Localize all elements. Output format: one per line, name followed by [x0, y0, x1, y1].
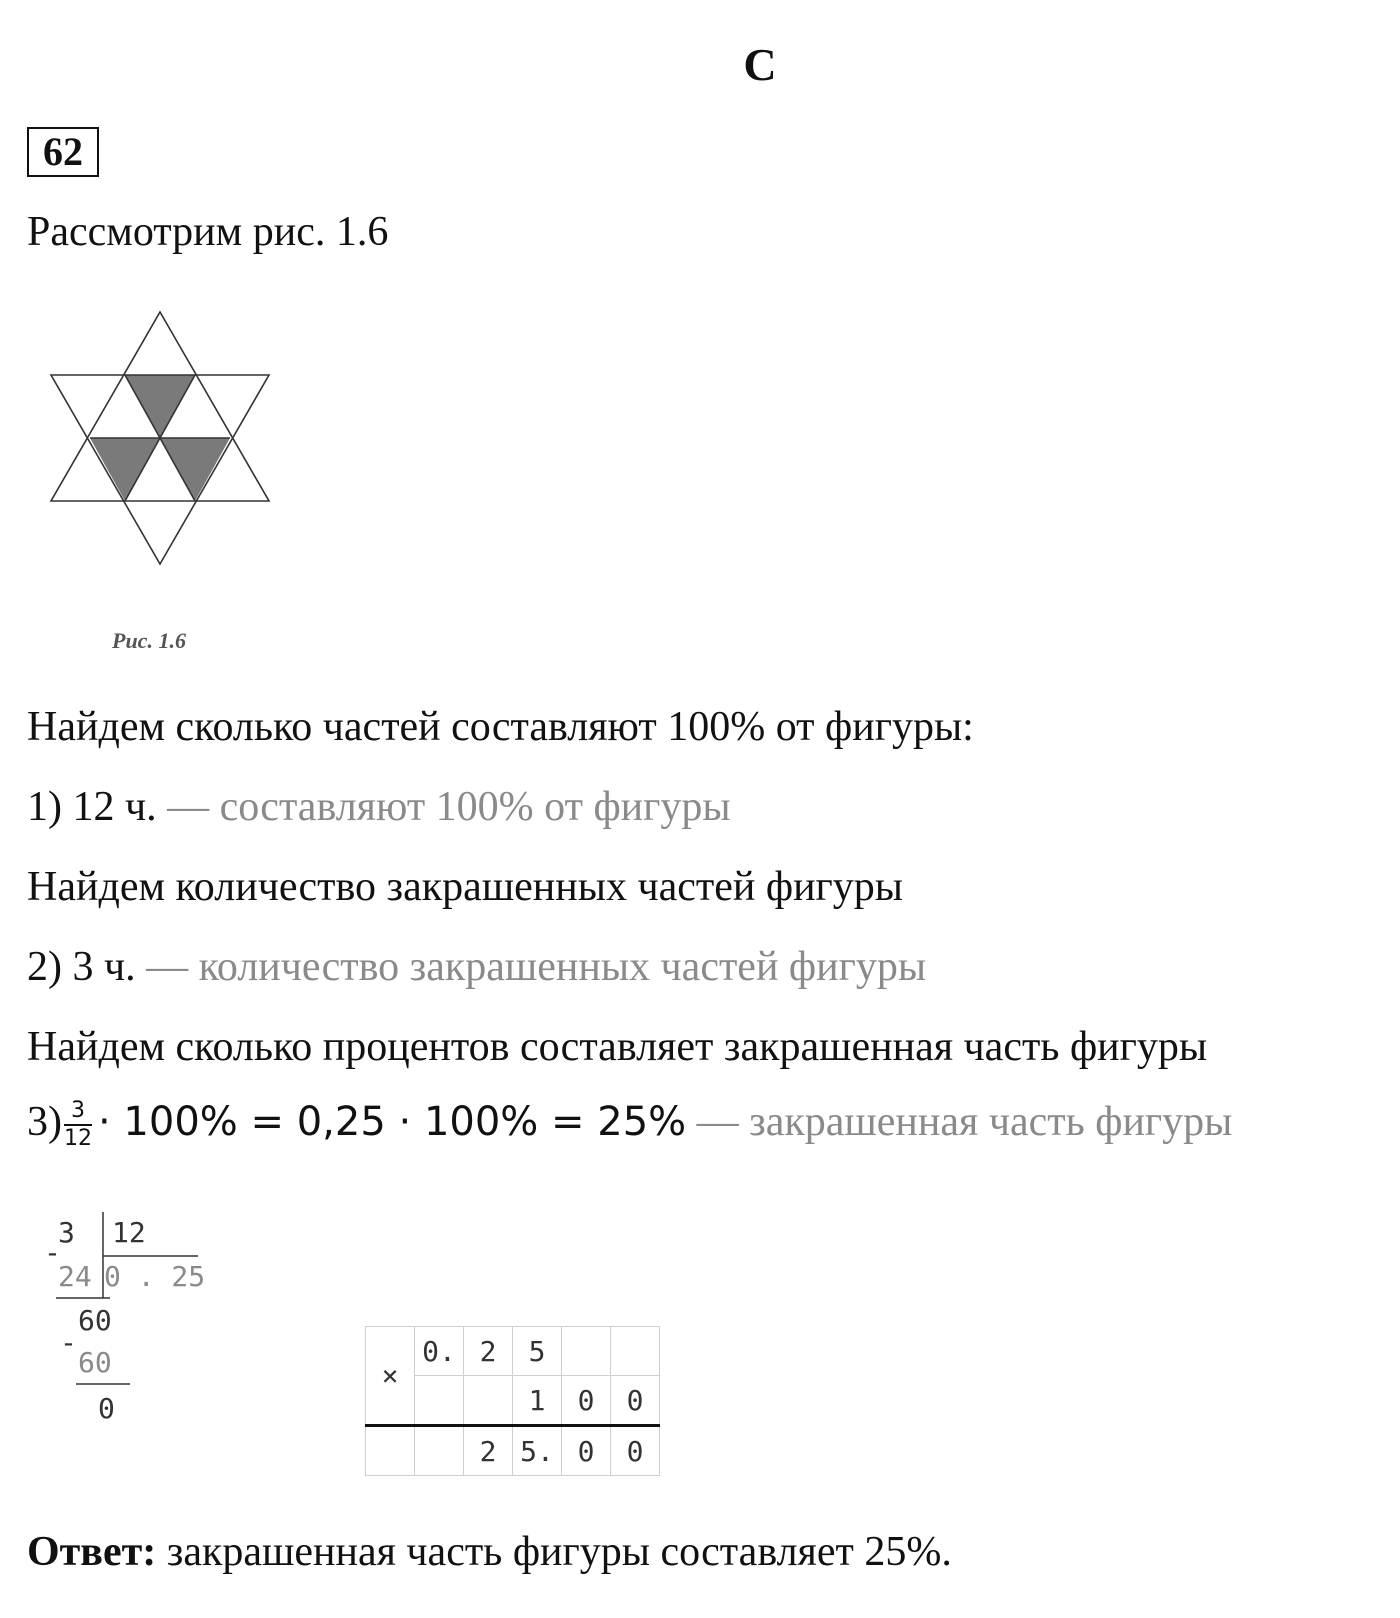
grid-cell	[415, 1376, 464, 1426]
step1-prefix: 1) 12 ч.	[27, 784, 157, 830]
grid-cell: 0	[562, 1426, 611, 1476]
division-minus-2: -	[60, 1326, 77, 1359]
shaded-triangle-top	[125, 375, 195, 438]
answer-text: закрашенная часть фигуры составляет 25%.	[166, 1529, 952, 1575]
section-letter: С	[743, 39, 777, 90]
step3-expression: · 100% = 0,25 · 100% = 25%	[98, 1099, 687, 1145]
shaded-triangle-right	[160, 438, 230, 501]
answer-line	[27, 1528, 952, 1576]
grid-cell: 2	[464, 1327, 513, 1376]
grid-cell: 0	[611, 1376, 660, 1426]
multiplication-grid	[365, 1326, 660, 1476]
division-minus-1: -	[44, 1236, 61, 1269]
shaded-triangle-left	[90, 438, 160, 501]
step1-line	[27, 783, 731, 831]
step2-line	[27, 943, 926, 991]
grid-cell: 5.	[513, 1426, 562, 1476]
step2-prefix: 2) 3 ч.	[27, 944, 136, 990]
fraction	[64, 1098, 92, 1152]
step3-line	[27, 1098, 1232, 1152]
fraction-numerator: 3	[64, 1098, 92, 1126]
division-remainder-1: 60	[78, 1304, 112, 1337]
multiply-sign: ×	[366, 1327, 415, 1426]
grid-cell	[611, 1327, 660, 1376]
grid-cell: 0.	[415, 1327, 464, 1376]
grid-cell: 0	[562, 1376, 611, 1426]
division-subtrahend-1: 24	[58, 1260, 92, 1293]
division-dividend: 3	[58, 1216, 75, 1249]
long-division	[40, 1210, 220, 1430]
division-lines	[40, 1210, 220, 1430]
fraction-denominator: 12	[64, 1126, 92, 1152]
intro-text: Рассмотрим рис. 1.6	[27, 209, 389, 255]
grid-cell	[562, 1327, 611, 1376]
grid-cell: 1	[513, 1376, 562, 1426]
division-remainder-2: 0	[98, 1392, 115, 1425]
grid-cell: 2	[464, 1426, 513, 1476]
grid-cell	[366, 1426, 415, 1476]
step3-prefix: 3)	[27, 1099, 62, 1145]
division-divisor: 12	[112, 1216, 146, 1249]
division-subtrahend-2: 60	[78, 1346, 112, 1379]
grid-cell	[415, 1426, 464, 1476]
step2-heading: Найдем количество закрашенных частей фигуры	[27, 864, 903, 910]
step2-comment: — количество закрашенных частей фигуры	[146, 944, 927, 990]
star-figure	[40, 305, 280, 575]
answer-label: Ответ:	[27, 1529, 157, 1575]
step3-comment: — закрашенная часть фигуры	[696, 1099, 1233, 1145]
grid-cell: 0	[611, 1426, 660, 1476]
grid-cell	[464, 1376, 513, 1426]
step1-comment: — составляют 100% от фигуры	[167, 784, 731, 830]
division-quotient: 0 . 25	[104, 1260, 206, 1293]
step3-heading: Найдем сколько процентов составляет закрашенная часть фигуры	[27, 1024, 1208, 1070]
figure-caption: Рис. 1.6	[112, 628, 186, 653]
grid-cell: 5	[513, 1327, 562, 1376]
step1-heading: Найдем сколько частей составляют 100% от фигуры:	[27, 704, 974, 750]
task-number: 62	[27, 127, 99, 177]
